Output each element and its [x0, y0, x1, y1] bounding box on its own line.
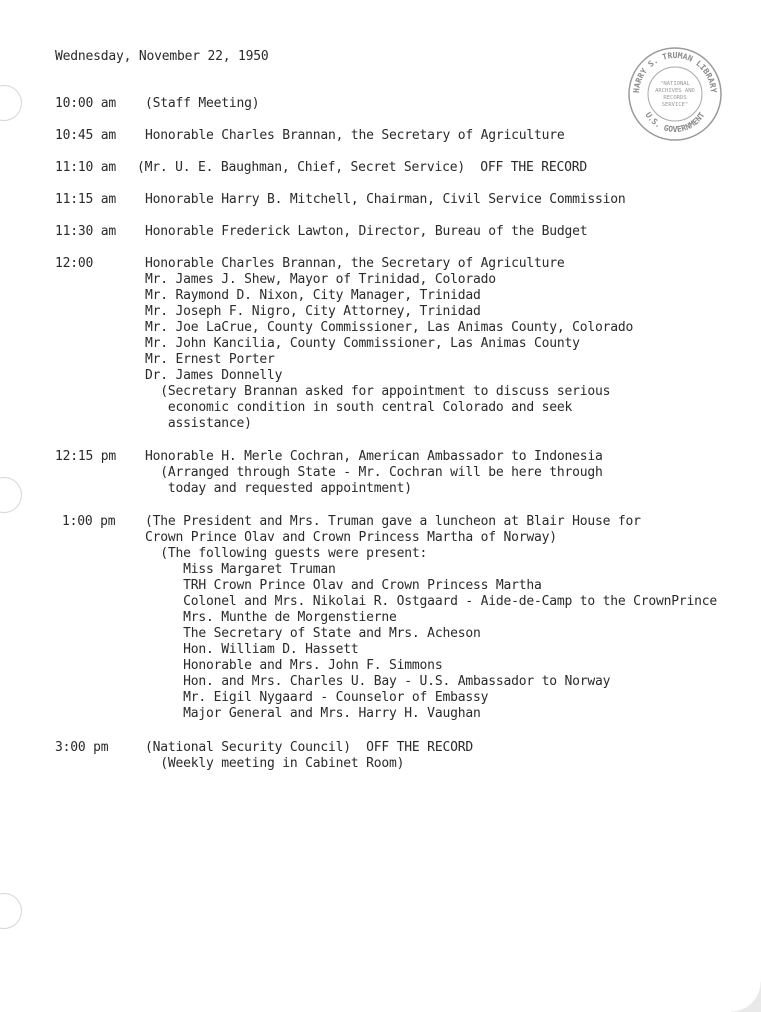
entry-line: (National Security Council) OFF THE RECORD [145, 740, 473, 755]
entry-line: assistance) [145, 416, 252, 431]
entry-line: (Secretary Brannan asked for appointment to discuss serious [145, 384, 611, 399]
binder-hole-middle [0, 477, 22, 513]
entry-line: Miss Margaret Truman [145, 562, 336, 577]
stamp-center-line-2: ARCHIVES AND [655, 88, 695, 94]
entry-line: (Mr. U. E. Baughman, Chief, Secret Service) OFF THE RECORD [137, 160, 587, 175]
archives-stamp-icon [627, 46, 723, 142]
stamp-center-line-4: SERVICE" [661, 102, 689, 108]
entry-line: Mr. Raymond D. Nixon, City Manager, Trinidad [145, 288, 481, 303]
binder-hole-bottom [0, 893, 22, 929]
stamp-bottom-text: U.S. GOVERNMENT [643, 110, 707, 134]
entry-line: Mr. James J. Shew, Mayor of Trinidad, Colorado [145, 272, 496, 287]
entry-line: The Secretary of State and Mrs. Acheson [145, 626, 481, 641]
entry-line: Mr. Eigil Nygaard - Counselor of Embassy [145, 690, 489, 705]
entry-time: 11:15 am [55, 192, 117, 207]
entry-time: 1:00 pm [62, 514, 116, 529]
entry-line: Honorable Charles Brannan, the Secretary of Agriculture [145, 256, 565, 271]
entry-line: Colonel and Mrs. Nikolai R. Ostgaard - Aide-de-Camp to the CrownPrince [145, 594, 717, 609]
entry-line: Major General and Mrs. Harry H. Vaughan [145, 706, 481, 721]
entry-line: Honorable and Mrs. John F. Simmons [145, 658, 443, 673]
entry-line: Honorable H. Merle Cochran, American Ambassador to Indonesia [145, 449, 603, 464]
entry-time: 12:15 pm [55, 449, 117, 464]
entry-line: Crown Prince Olav and Crown Princess Martha of Norway) [145, 530, 557, 545]
date-header: Wednesday, November 22, 1950 [55, 49, 269, 64]
entry-line: Mr. Ernest Porter [145, 352, 275, 367]
entry-line: today and requested appointment) [145, 481, 412, 496]
entry-line: (The following guests were present: [145, 546, 428, 561]
entry-line: Hon. and Mrs. Charles U. Bay - U.S. Ambassador to Norway [145, 674, 611, 689]
entry-line: Mrs. Munthe de Morgenstierne [145, 610, 397, 625]
entry-line: (The President and Mrs. Truman gave a luncheon at Blair House for [145, 514, 641, 529]
entry-line: Dr. James Donnelly [145, 368, 283, 383]
entry-line: economic condition in south central Colorado and seek [145, 400, 573, 415]
stamp-top-text: HARRY S. TRUMAN LIBRARY [631, 51, 719, 94]
entry-time: 3:00 pm [55, 740, 109, 755]
stamp-center-line-3: RECORDS [663, 95, 687, 101]
entry-time: 12:00 [55, 256, 94, 271]
binder-hole-top [0, 85, 22, 121]
entry-line: (Arranged through State - Mr. Cochran will be here through [145, 465, 603, 480]
svg-text:U.S. GOVERNMENT [643, 111, 706, 134]
entry-line: Honorable Harry B. Mitchell, Chairman, Civil Service Commission [145, 192, 626, 207]
entry-line: Mr. Joseph F. Nigro, City Attorney, Trinidad [145, 304, 481, 319]
entry-line: Hon. William D. Hassett [145, 642, 359, 657]
stamp-center-line-1: "NATIONAL [660, 81, 690, 87]
entry-time: 10:00 am [55, 96, 117, 111]
entry-line: (Weekly meeting in Cabinet Room) [145, 756, 405, 771]
entry-line: Honorable Frederick Lawton, Director, Bureau of the Budget [145, 224, 588, 239]
entry-line: Honorable Charles Brannan, the Secretary of Agriculture [145, 128, 565, 143]
entry-time: 11:30 am [55, 224, 117, 239]
entry-time: 10:45 am [55, 128, 117, 143]
entry-time: 11:10 am [55, 160, 117, 175]
entry-line: TRH Crown Prince Olav and Crown Princess Martha [145, 578, 542, 593]
entry-line: (Staff Meeting) [145, 96, 260, 111]
entry-line: Mr. Joe LaCrue, County Commissioner, Las Animas County, Colorado [145, 320, 634, 335]
page-corner-curl [731, 982, 761, 1012]
entry-line: Mr. John Kancilia, County Commissioner, Las Animas County [145, 336, 580, 351]
